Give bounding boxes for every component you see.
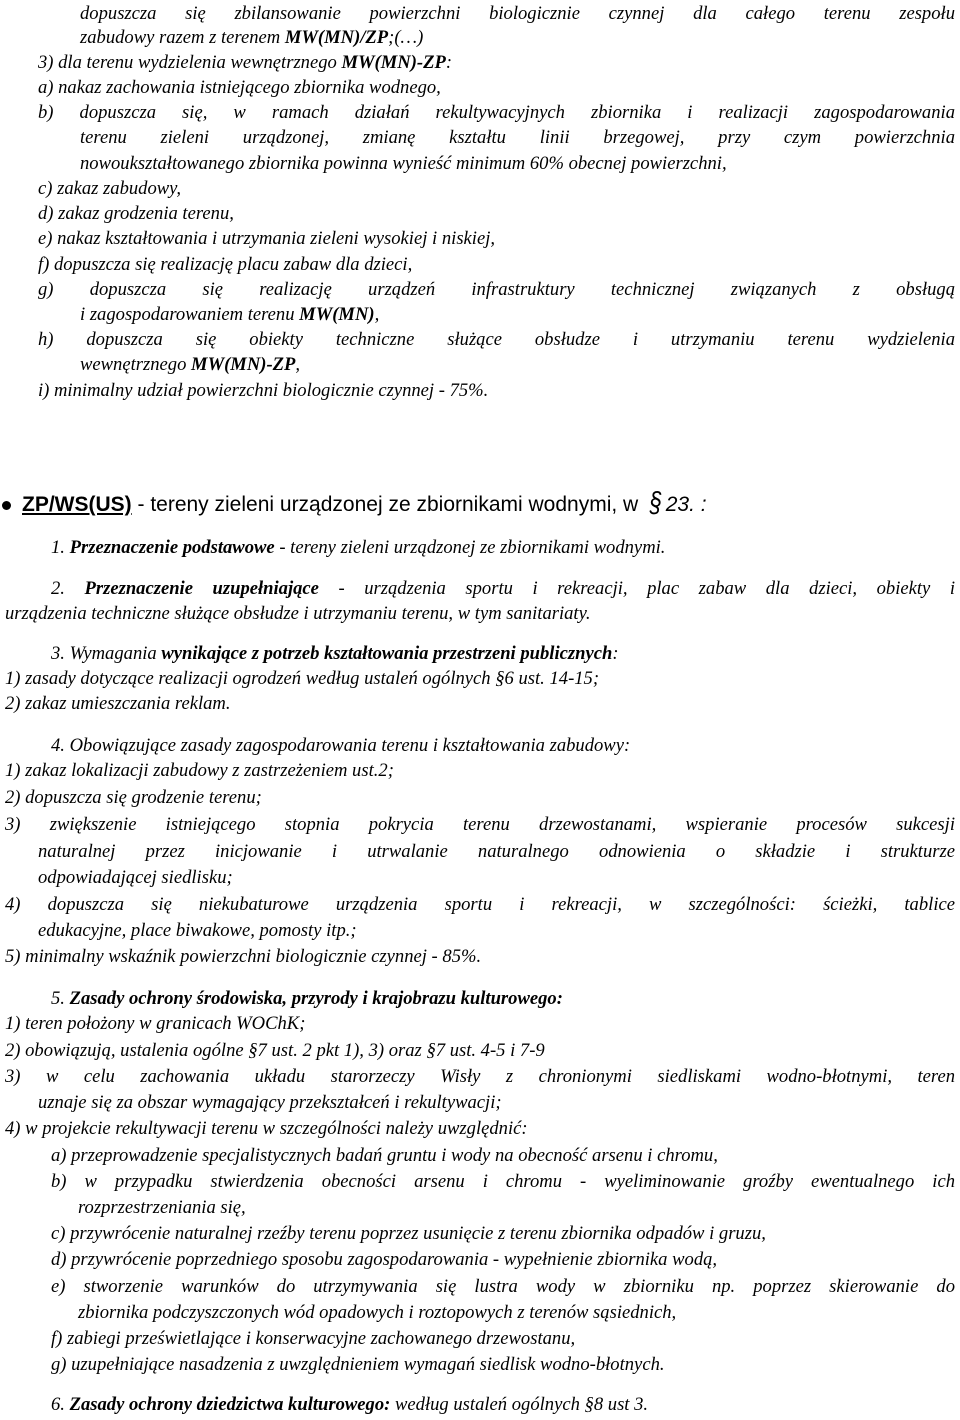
list-item: 2) zakaz umieszczania reklam. xyxy=(5,693,231,714)
list-item: f) dopuszcza się realizację placu zabaw dla dzieci, xyxy=(38,254,413,275)
list-item: d) zakaz grodzenia terenu, xyxy=(38,203,234,224)
sub-list-item: c) przywrócenie naturalnej rzeźby terenu poprzez usunięcie z terenu zbiornika odpadów i gruzu, xyxy=(51,1223,766,1244)
list-item: 3) dla terenu wydzielenia wewnętrznego MW(MN)-ZP: xyxy=(38,52,453,73)
section-title: ZP/WS(US) - tereny zieleni urządzonej ze zbiornikami wodnymi, w § 23. : xyxy=(22,487,707,519)
list-item: 2) obowiązują, ustalenia ogólne §7 ust. 2 pkt 1), 3) oraz §7 ust. 4-5 i 7-9 xyxy=(5,1040,545,1061)
bullet-icon xyxy=(2,501,11,510)
sub-list-item: g) uzupełniające nasadzenia z uwzględnieniem wymagań siedlisk wodno-błotnych. xyxy=(51,1354,665,1375)
list-item: g) dopuszcza się realizację urządzeń infrastruktury technicznej związanych z obsługą xyxy=(38,279,955,300)
text-line: rozprzestrzeniania się, xyxy=(78,1197,246,1218)
point-6: 6. Zasady ochrony dziedzictwa kulturowego: według ustaleń ogólnych §8 ust 3. xyxy=(51,1394,649,1415)
text-line: dopuszcza się zbilansowanie powierzchni biologicznie czynnej dla całego terenu zespołu xyxy=(80,3,955,24)
point-4: 4. Obowiązujące zasady zagospodarowania terenu i kształtowania zabudowy: xyxy=(51,735,631,756)
text-line: i zagospodarowaniem terenu MW(MN), xyxy=(80,304,380,325)
text-line: uznaje się za obszar wymagający przekształceń i rekultywacji; xyxy=(38,1092,502,1113)
text-line: terenu zieleni urządzonej, zmianę kształtu linii brzegowej, przy czym powierzchnia xyxy=(80,127,955,148)
list-item: 2) dopuszcza się grodzenie terenu; xyxy=(5,787,262,808)
list-item: b) dopuszcza się, w ramach działań rekultywacyjnych zbiornika i realizacji zagospodarowania xyxy=(38,102,955,123)
text-line: urządzenia techniczne służące obsłudze i utrzymaniu terenu, w tym sanitariaty. xyxy=(5,603,591,624)
section-heading xyxy=(0,487,960,520)
point-2: 2. Przeznaczenie uzupełniające - urządzenia sportu i rekreacji, plac zabaw dla dzieci, obiekty i xyxy=(51,578,956,599)
text-line: zabudowy razem z terenem MW(MN)/ZP;(…) xyxy=(80,27,424,48)
point-3: 3. Wymagania wynikające z potrzeb kształtowania przestrzeni publicznych: xyxy=(51,643,619,664)
sub-list-item: e) stworzenie warunków do utrzymywania się lustra wody w zbiorniku np. poprzez skierowanie do xyxy=(51,1276,955,1297)
text-line: zbiornika podczyszczonych wód opadowych i roztopowych z terenów sąsiednich, xyxy=(78,1302,677,1323)
point-1: 1. Przeznaczenie podstawowe - tereny zieleni urządzonej ze zbiornikami wodnymi. xyxy=(51,537,666,558)
list-item: 5) minimalny wskaźnik powierzchni biologicznie czynnej - 85%. xyxy=(5,946,482,967)
text-line: naturalnej przez inicjowanie i utrwalanie naturalnego odnowienia o składzie i strukturze xyxy=(38,841,955,862)
point-5: 5. Zasady ochrony środowiska, przyrody i krajobrazu kulturowego: xyxy=(51,988,563,1009)
text-line: nowoukształtowanego zbiornika powinna wynieść minimum 60% obecnej powierzchni, xyxy=(80,153,727,174)
list-item: c) zakaz zabudowy, xyxy=(38,178,182,199)
list-item: 3) w celu zachowania układu starorzeczy Wisły z chronionymi siedliskami wodno-błotnymi, teren xyxy=(5,1066,955,1087)
sub-list-item: a) przeprowadzenie specjalistycznych badań gruntu i wody na obecność arsenu i chromu, xyxy=(51,1145,718,1166)
sub-list-item: b) w przypadku stwierdzenia obecności arsenu i chromu - wyeliminowanie groźby ewentualnego ich xyxy=(51,1171,955,1192)
list-item: h) dopuszcza się obiekty techniczne służące obsłudze i utrzymaniu terenu wydzielenia xyxy=(38,329,955,350)
list-item: i) minimalny udział powierzchni biologicznie czynnej - 75%. xyxy=(38,380,489,401)
text-line: wewnętrznego MW(MN)-ZP, xyxy=(80,354,301,375)
list-item: 3) zwiększenie istniejącego stopnia pokrycia terenu drzewostanami, wspieranie procesów sukcesji xyxy=(5,814,955,835)
list-item: 4) dopuszcza się niekubaturowe urządzenia sportu i rekreacji, w szczególności: ścieżki, tablice xyxy=(5,894,955,915)
section-code: ZP/WS(US) xyxy=(22,493,132,516)
text-line: edukacyjne, place biwakowe, pomosty itp.; xyxy=(38,920,357,941)
list-item: 1) teren położony w granicach WOChK; xyxy=(5,1013,306,1034)
list-item: 1) zasady dotyczące realizacji ogrodzeń według ustaleń ogólnych §6 ust. 14-15; xyxy=(5,668,600,689)
list-item: 1) zakaz lokalizacji zabudowy z zastrzeżeniem ust.2; xyxy=(5,760,394,781)
sub-list-item: d) przywrócenie poprzedniego sposobu zagospodarowania - wypełnienie zbiornika wodą, xyxy=(51,1249,718,1270)
sub-list-item: f) zabiegi prześwietlające i konserwacyjne zachowanego drzewostanu, xyxy=(51,1328,576,1349)
list-item: a) nakaz zachowania istniejącego zbiornika wodnego, xyxy=(38,77,441,98)
list-item: e) nakaz kształtowania i utrzymania zieleni wysokiej i niskiej, xyxy=(38,228,496,249)
list-item: 4) w projekcie rekultywacji terenu w szczególności należy uwzględnić: xyxy=(5,1118,528,1139)
text-line: odpowiadającej siedlisku; xyxy=(38,867,233,888)
